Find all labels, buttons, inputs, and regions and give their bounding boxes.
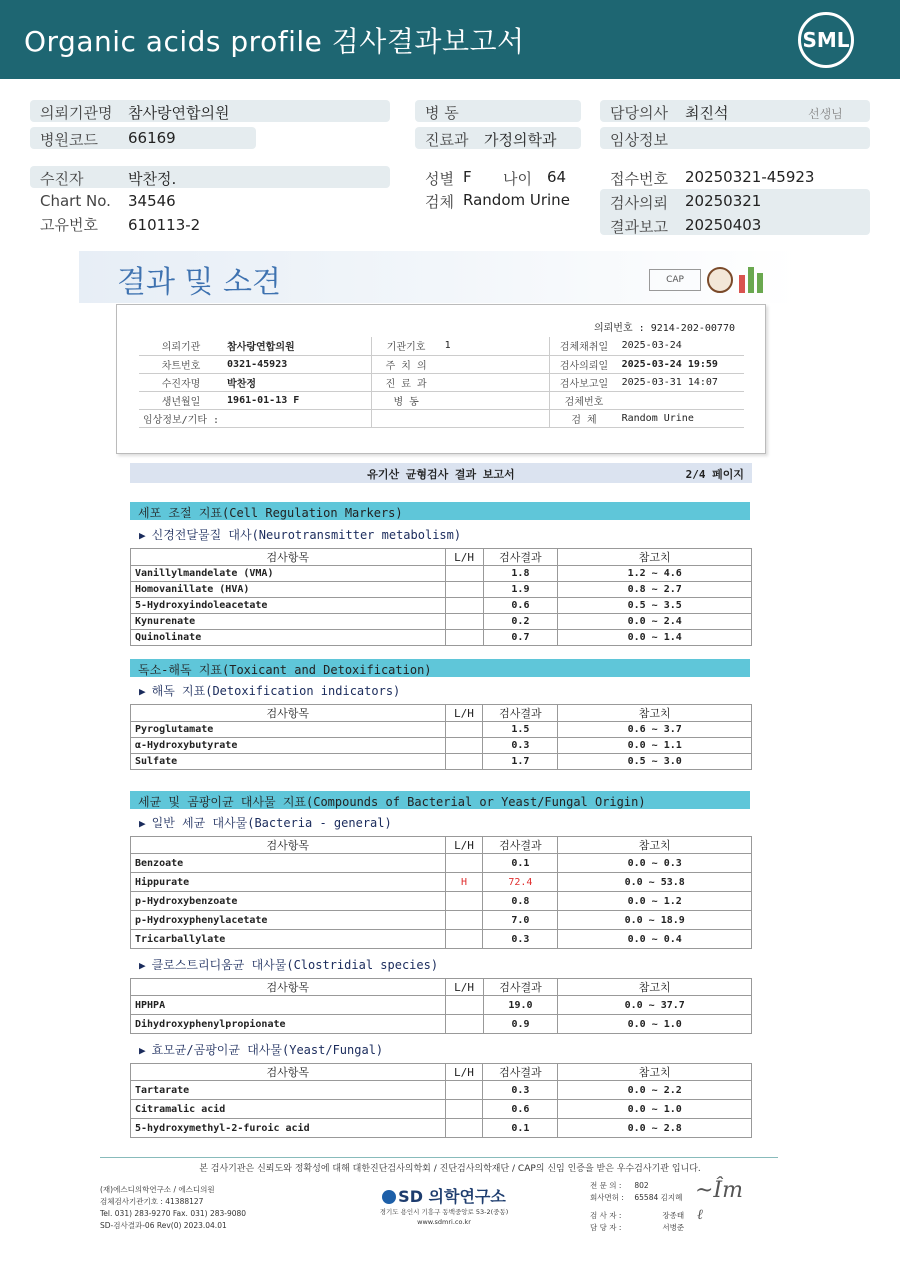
receipt-label: 접수번호 <box>610 170 668 188</box>
cell-item: HPHPA <box>131 996 446 1015</box>
sex-value: F <box>463 168 472 186</box>
age-value: 64 <box>547 168 567 186</box>
cell-result: 0.7 <box>483 630 558 646</box>
request-field-value: 참사랑연합의원 <box>223 337 371 355</box>
cap-accredited-icon: CAP <box>649 269 701 291</box>
cell-lh <box>445 1119 483 1138</box>
column-header: 검사항목 <box>131 979 446 996</box>
cell-result: 0.9 <box>483 1015 558 1034</box>
receipt-value: 20250321-45923 <box>685 168 815 186</box>
cell-item: Tricarballylate <box>131 930 446 949</box>
request-box <box>116 304 766 454</box>
cert-logos <box>649 267 765 293</box>
cell-result: 0.6 <box>483 598 558 614</box>
cell-ref: 0.0 ~ 0.3 <box>558 854 752 873</box>
report-title: 결과 및 소견 <box>117 265 281 300</box>
column-header: 참고치 <box>558 1064 752 1081</box>
request-field-value: 2025-03-31 14:07 <box>618 373 744 391</box>
request-field-label: 임상정보/기타 : <box>139 409 223 427</box>
specimen-label: 검체 <box>425 193 454 211</box>
cell-item: Pyroglutamate <box>131 722 446 738</box>
cell-lh <box>445 582 483 598</box>
column-header: 검사항목 <box>131 705 446 722</box>
cell-lh <box>445 996 483 1015</box>
cell-item: Hippurate <box>131 873 446 892</box>
request-value: 20250321 <box>685 192 762 210</box>
column-header: L/H <box>445 837 483 854</box>
triangle-icon: ▶ <box>139 817 146 830</box>
table-row <box>131 1015 752 1034</box>
request-field-value: 0321-45923 <box>223 355 371 373</box>
cell-result: 0.3 <box>483 738 558 754</box>
cell-lh <box>445 1100 483 1119</box>
column-header: 참고치 <box>558 705 752 722</box>
footer-address: 경기도 용인시 기흥구 동백중앙로 53-2(중동) <box>379 1208 509 1216</box>
cell-lh <box>445 1081 483 1100</box>
uid-value: 610113-2 <box>128 216 201 234</box>
cell-result: 72.4 <box>483 873 558 892</box>
cell-lh <box>445 930 483 949</box>
cell-lh <box>445 722 483 738</box>
cell-item: 5-hydroxymethyl-2-furoic acid <box>131 1119 446 1138</box>
cell-lh <box>445 566 483 582</box>
cell-result: 0.6 <box>483 1100 558 1119</box>
cell-ref: 0.0 ~ 1.4 <box>558 630 752 646</box>
subsection-title: 일반 세균 대사물(Bacteria - general) <box>151 816 392 830</box>
chart-value: 34546 <box>128 192 176 210</box>
result-table <box>130 978 752 1034</box>
dept-label: 진료과 <box>425 131 469 149</box>
request-number <box>594 319 735 334</box>
sd-logo-icon <box>382 1190 396 1204</box>
cell-item: Kynurenate <box>131 614 446 630</box>
doctor-label: 담당의사 <box>610 104 668 122</box>
column-header: 참고치 <box>558 837 752 854</box>
report-heading-bar <box>130 463 752 483</box>
report-label: 결과보고 <box>610 218 668 236</box>
result-table <box>130 704 752 770</box>
request-field-value: 2025-03-24 19:59 <box>618 355 744 373</box>
footer-line: Tel. 031) 283-9270 Fax. 031) 283-9080 <box>100 1209 247 1218</box>
table-row <box>131 754 752 770</box>
institution-value: 참사랑연합의원 <box>128 104 230 122</box>
table-row <box>131 1081 752 1100</box>
signature-small-icon: ℓ <box>697 1207 703 1223</box>
subsection-title: 해독 지표(Detoxification indicators) <box>151 684 401 698</box>
report-value: 20250403 <box>685 216 762 234</box>
uid-label: 고유번호 <box>40 216 98 234</box>
cell-ref: 0.0 ~ 1.2 <box>558 892 752 911</box>
cell-item: α-Hydroxybutyrate <box>131 738 446 754</box>
table-row <box>131 873 752 892</box>
cell-lh <box>445 738 483 754</box>
column-header: 검사결과 <box>483 705 558 722</box>
request-field-label: 주 치 의 <box>371 355 440 373</box>
hospital-code-value: 66169 <box>128 129 176 147</box>
cell-ref: 0.0 ~ 2.2 <box>558 1081 752 1100</box>
column-header: 검사항목 <box>131 837 446 854</box>
cell-item: 5-Hydroxyindoleacetate <box>131 598 446 614</box>
footer-logo-block <box>374 1184 514 1227</box>
staff-row: 검 사 자 : 장종태 <box>590 1211 685 1220</box>
request-field-label: 검체번호 <box>550 391 618 409</box>
cell-lh <box>445 892 483 911</box>
cell-result: 7.0 <box>483 911 558 930</box>
sml-logo: SML <box>798 12 854 68</box>
cell-ref: 0.0 ~ 2.4 <box>558 614 752 630</box>
result-table <box>130 548 752 646</box>
table-row <box>131 854 752 873</box>
cell-result: 1.5 <box>483 722 558 738</box>
cell-item: Quinolinate <box>131 630 446 646</box>
subsection-header <box>139 956 438 973</box>
table-row <box>131 738 752 754</box>
column-header: 검사결과 <box>483 1064 558 1081</box>
age-label: 나이 <box>503 170 532 188</box>
request-row <box>139 355 744 373</box>
table-row <box>131 1100 752 1119</box>
footer-note: 본 검사기관은 신뢰도와 정확성에 대해 대한진단검사의학회 / 진단검사의학재단 / CAP의 신임 인증을 받은 우수검사기관 입니다. <box>199 1164 701 1174</box>
cell-item: Homovanillate (HVA) <box>131 582 446 598</box>
cell-item: Benzoate <box>131 854 446 873</box>
cell-item: Sulfate <box>131 754 446 770</box>
cell-lh <box>445 630 483 646</box>
column-header: 참고치 <box>558 549 752 566</box>
column-header: L/H <box>445 705 483 722</box>
cell-ref: 0.0 ~ 2.8 <box>558 1119 752 1138</box>
cell-ref: 0.5 ~ 3.0 <box>558 754 752 770</box>
subsection-header <box>139 526 461 543</box>
section-header: 세포 조절 지표(Cell Regulation Markers) <box>130 502 750 520</box>
table-row <box>131 1119 752 1138</box>
request-field-value: 1961-01-13 F <box>223 391 371 409</box>
cell-ref: 0.0 ~ 53.8 <box>558 873 752 892</box>
subsection-header <box>139 1041 383 1058</box>
column-header: 검사결과 <box>483 549 558 566</box>
cell-result: 0.8 <box>483 892 558 911</box>
cell-ref: 0.0 ~ 18.9 <box>558 911 752 930</box>
report-area <box>79 251 799 1141</box>
seal-icon <box>707 267 733 293</box>
table-header-row <box>131 705 752 722</box>
request-field-label: 검사의뢰일 <box>550 355 618 373</box>
doctor-value: 최진석 <box>685 104 729 122</box>
section-header: 세균 및 곰팡이균 대사물 지표(Compounds of Bacterial or Yeast/Fungal Origin) <box>130 791 750 809</box>
sex-label: 성별 <box>425 170 454 188</box>
request-field-value <box>441 373 550 391</box>
cell-lh: H <box>445 873 483 892</box>
request-field-value: Random Urine <box>618 409 744 427</box>
patient-pill <box>30 166 390 188</box>
request-field-label: 진 료 과 <box>371 373 440 391</box>
cell-result: 1.8 <box>483 566 558 582</box>
subsection-header <box>139 814 392 831</box>
patient-value: 박찬정. <box>128 170 177 188</box>
table-row <box>131 911 752 930</box>
table-header-row <box>131 837 752 854</box>
footer-divider <box>100 1157 778 1158</box>
column-header: 검사결과 <box>483 837 558 854</box>
cell-item: p-Hydroxyphenylacetate <box>131 911 446 930</box>
cell-ref: 0.5 ~ 3.5 <box>558 598 752 614</box>
request-field-label: 검 체 <box>550 409 618 427</box>
column-header: L/H <box>445 549 483 566</box>
staff-row: 전 문 의 : 802 <box>590 1181 649 1190</box>
request-number-value: 9214-202-00770 <box>650 323 735 334</box>
cell-ref: 0.0 ~ 0.4 <box>558 930 752 949</box>
cell-lh <box>445 614 483 630</box>
cell-item: Vanillylmandelate (VMA) <box>131 566 446 582</box>
page-title: Organic acids profile 검사결과보고서 <box>24 25 525 58</box>
request-table <box>139 337 744 428</box>
signature-icon: ~Îm <box>695 1178 743 1203</box>
report-heading: 유기산 균형검사 결과 보고서 <box>367 468 515 481</box>
triangle-icon: ▶ <box>139 959 146 972</box>
staff-row: 회사면허 : 65584 김지혜 <box>590 1193 683 1202</box>
specimen-value: Random Urine <box>463 191 570 209</box>
sd-logo <box>374 1184 514 1207</box>
triangle-icon: ▶ <box>139 685 146 698</box>
cell-result: 0.3 <box>483 1081 558 1100</box>
footer-staff <box>590 1180 684 1234</box>
subsection-title: 클로스트리디움균 대사물(Clostridial species) <box>151 958 439 972</box>
cell-result: 1.9 <box>483 582 558 598</box>
result-table <box>130 836 752 949</box>
table-row <box>131 598 752 614</box>
footer-lab-info <box>100 1184 246 1232</box>
footer-line: 검체검사기관기호 : 41388127 <box>100 1197 204 1206</box>
request-field-value <box>441 409 550 427</box>
cell-result: 1.7 <box>483 754 558 770</box>
lab-certification-icon <box>739 267 765 293</box>
chart-label: Chart No. <box>40 192 111 210</box>
table-row <box>131 566 752 582</box>
column-header: 검사항목 <box>131 1064 446 1081</box>
column-header: 참고치 <box>558 979 752 996</box>
cell-result: 0.2 <box>483 614 558 630</box>
request-row <box>139 391 744 409</box>
footer-line: SD-검사결과-06 Rev(0) 2023.04.01 <box>100 1221 227 1230</box>
section-header: 독소-해독 지표(Toxicant and Detoxification) <box>130 659 750 677</box>
triangle-icon: ▶ <box>139 529 146 542</box>
cell-result: 0.1 <box>483 1119 558 1138</box>
cell-ref: 0.0 ~ 1.1 <box>558 738 752 754</box>
table-header-row <box>131 549 752 566</box>
cell-ref: 0.0 ~ 1.0 <box>558 1015 752 1034</box>
request-row <box>139 409 744 427</box>
cell-result: 0.1 <box>483 854 558 873</box>
table-row <box>131 930 752 949</box>
request-field-value <box>223 409 371 427</box>
request-field-label: 생년월일 <box>139 391 223 409</box>
request-field-value: 1 <box>441 337 550 355</box>
column-header: L/H <box>445 979 483 996</box>
table-row <box>131 892 752 911</box>
cell-item: Citramalic acid <box>131 1100 446 1119</box>
page-info: 2/4 페이지 <box>685 468 744 481</box>
cell-item: Dihydroxyphenylpropionate <box>131 1015 446 1034</box>
cell-result: 19.0 <box>483 996 558 1015</box>
table-row <box>131 614 752 630</box>
hospital-code-label: 병원코드 <box>40 131 98 149</box>
cell-lh <box>445 1015 483 1034</box>
request-field-label: 수진자명 <box>139 373 223 391</box>
doctor-suffix: 선생님 <box>808 107 843 121</box>
footer-website: www.sdmri.co.kr <box>417 1218 471 1226</box>
request-row <box>139 373 744 391</box>
cell-ref: 1.2 ~ 4.6 <box>558 566 752 582</box>
request-field-value <box>441 391 550 409</box>
request-field-value: 박찬정 <box>223 373 371 391</box>
request-field-label <box>371 409 440 427</box>
institution-label: 의뢰기관명 <box>40 104 113 122</box>
subsection-title: 효모균/곰팡이균 대사물(Yeast/Fungal) <box>151 1043 384 1057</box>
cell-result: 0.3 <box>483 930 558 949</box>
table-row <box>131 630 752 646</box>
table-row <box>131 722 752 738</box>
cell-lh <box>445 854 483 873</box>
cell-lh <box>445 911 483 930</box>
request-row <box>139 337 744 355</box>
request-number-label: 의뢰번호 : <box>593 323 645 334</box>
request-field-label: 의뢰기관 <box>139 337 223 355</box>
table-row <box>131 996 752 1015</box>
table-header-row <box>131 1064 752 1081</box>
request-field-value <box>618 391 744 409</box>
request-field-value: 2025-03-24 <box>618 337 744 355</box>
request-field-label: 병 동 <box>371 391 440 409</box>
request-field-label: 차트번호 <box>139 355 223 373</box>
sd-logo-text: SD 의학연구소 <box>398 1187 506 1206</box>
cell-lh <box>445 754 483 770</box>
cell-ref: 0.8 ~ 2.7 <box>558 582 752 598</box>
staff-row: 담 당 자 : 서병준 <box>590 1223 685 1232</box>
request-label: 검사의뢰 <box>610 194 668 212</box>
cell-item: Tartarate <box>131 1081 446 1100</box>
triangle-icon: ▶ <box>139 1044 146 1057</box>
column-header: 검사결과 <box>483 979 558 996</box>
dept-value: 가정의학과 <box>484 131 557 149</box>
cell-lh <box>445 598 483 614</box>
ward-label: 병 동 <box>425 104 459 122</box>
cell-item: p-Hydroxybenzoate <box>131 892 446 911</box>
column-header: L/H <box>445 1064 483 1081</box>
cell-ref: 0.0 ~ 37.7 <box>558 996 752 1015</box>
table-row <box>131 582 752 598</box>
cell-ref: 0.0 ~ 1.0 <box>558 1100 752 1119</box>
request-field-label: 검사보고일 <box>550 373 618 391</box>
column-header: 검사항목 <box>131 549 446 566</box>
subsection-title: 신경전달물질 대사(Neurotransmitter metabolism) <box>151 528 462 542</box>
subsection-header <box>139 682 400 699</box>
footer-line: (재)에스디의학연구소 / 에스디의원 <box>100 1185 215 1194</box>
table-header-row <box>131 979 752 996</box>
request-field-value <box>441 355 550 373</box>
clinical-label: 임상정보 <box>610 131 668 149</box>
request-field-label: 기관기호 <box>371 337 440 355</box>
header-bar <box>0 0 900 79</box>
patient-label: 수진자 <box>40 170 84 188</box>
cell-ref: 0.6 ~ 3.7 <box>558 722 752 738</box>
result-table <box>130 1063 752 1138</box>
request-field-label: 검체채취일 <box>550 337 618 355</box>
